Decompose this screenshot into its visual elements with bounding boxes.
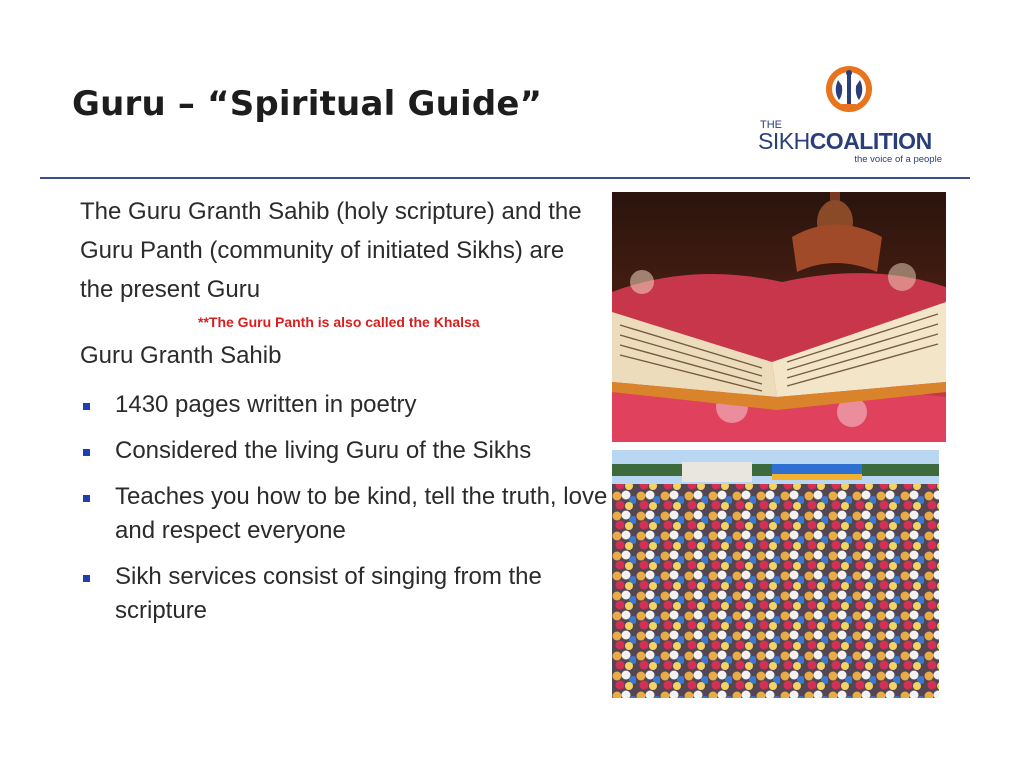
crowd-photo: [612, 450, 939, 698]
khanda-emblem-icon: [824, 64, 874, 114]
bullet-icon: [83, 449, 90, 456]
bullet-text: 1430 pages written in poetry: [115, 391, 417, 418]
bullet-text: Sikh services consist of singing from the scripture: [115, 563, 542, 624]
logo-name-bold: COALITION: [809, 128, 932, 154]
title-divider: [40, 177, 970, 179]
bullet-icon: [83, 575, 90, 582]
subheading: Guru Granth Sahib: [80, 342, 282, 369]
slide-title: Guru – “Spiritual Guide”: [72, 84, 543, 124]
bullet-icon: [83, 495, 90, 502]
intro-text: The Guru Granth Sahib (holy scripture) and the Guru Panth (community of initiated Sikhs) are the present Guru: [80, 198, 582, 303]
bullet-item: [80, 434, 620, 468]
bullet-icon: [83, 403, 90, 410]
bullet-text: Considered the living Guru of the Sikhs: [115, 437, 532, 464]
bullet-list: [80, 388, 620, 640]
scripture-photo: [612, 192, 946, 442]
logo-the: THE: [760, 119, 782, 131]
bullet-item: [80, 388, 620, 422]
khalsa-note: **The Guru Panth is also called the Khalsa: [198, 314, 480, 330]
sikh-coalition-logo: [758, 64, 944, 168]
bullet-item: [80, 480, 620, 548]
logo-tagline: the voice of a people: [854, 154, 942, 165]
bullet-item: [80, 560, 620, 628]
logo-name: [758, 128, 932, 155]
scripture-illustration-icon: [612, 192, 946, 442]
logo-name-light: SIKH: [758, 128, 810, 154]
bullet-text: Teaches you how to be kind, tell the truth, love and respect everyone: [115, 483, 608, 544]
crowd-illustration-icon: [612, 450, 939, 698]
